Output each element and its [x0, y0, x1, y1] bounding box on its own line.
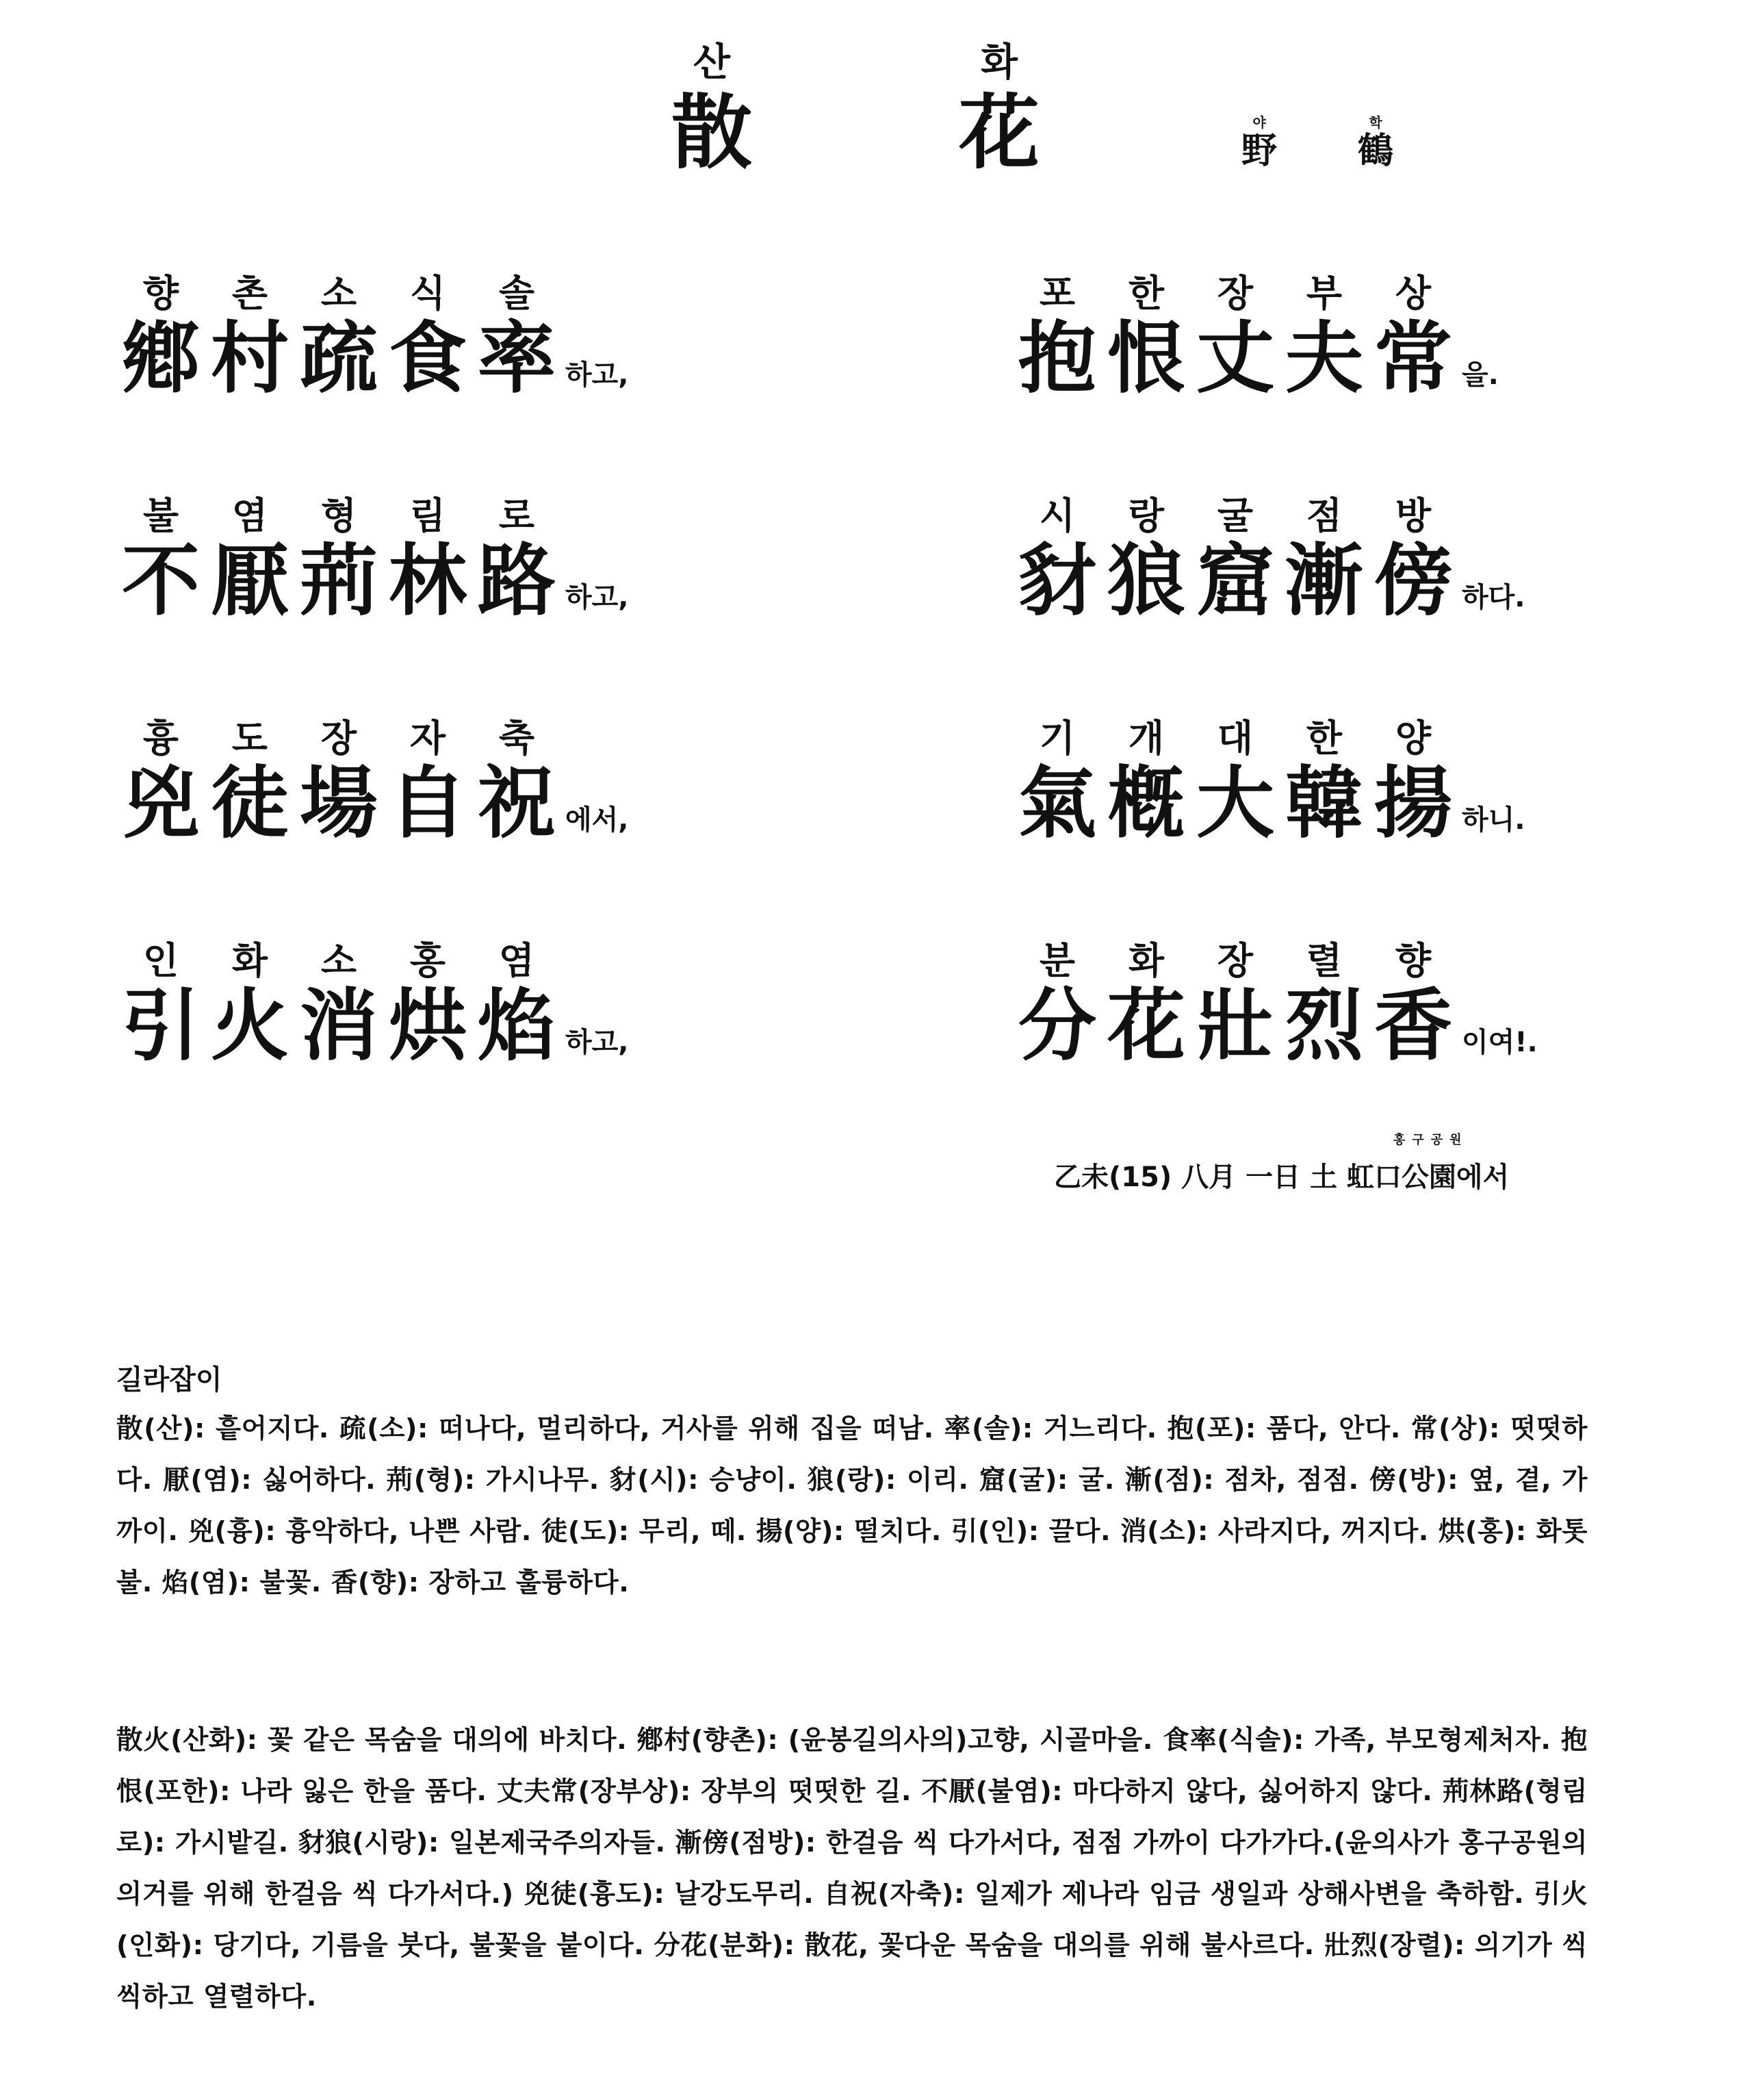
reading-syllable: 부 [1306, 272, 1343, 315]
hanja-char: 場 [299, 758, 378, 849]
hanja-char: 林 [388, 535, 467, 626]
reading-syllable: 인 [142, 939, 179, 982]
reading-syllable: 형 [320, 494, 357, 537]
poem-line-left-1 [116, 267, 628, 402]
reading-syllable: 장 [320, 717, 357, 760]
author-char [1232, 115, 1287, 172]
reading-syllable: 개 [1128, 717, 1165, 760]
reading-syllable: 시 [1039, 494, 1076, 537]
hanja-char: 引 [121, 980, 200, 1071]
poem-line-left-3 [116, 712, 628, 847]
line-ending: 하고, [565, 1027, 629, 1058]
hanja-char: 花 [1107, 980, 1185, 1071]
glossary-words: 散(산): 흩어지다. 疏(소): 떠나다, 멀리하다, 거사를 위해 집을 떠남. 率(솔): 거느리다. 抱(포): 품다, 안다. 常(상): 떳떳하다. 厭(염): 싫어하다. 荊(형): 가시나무. 豺(시): 승냥이. 狼(랑): 이리. 窟(굴): 굴. 漸(점): 점차, 점점. 傍(방): 옆, 곁, 가까이. 兇(흉): 흉악하다, 나쁜 사람. 徒(도): 무리, 떼. 揚(양): 떨치다. 引(인): 끌다. 消(소): 사라지다, 꺼지다. 烘(홍): 화톳불. 焰(염): 불꽃. 香(향): 장하고 훌륭하다. [116, 1413, 1588, 1598]
reading-syllable: 소 [320, 939, 357, 982]
author-char [1348, 115, 1403, 172]
date-line [1054, 1129, 1656, 1205]
reading-syllable: 홍 [409, 939, 446, 982]
reading-syllable: 렬 [1306, 939, 1343, 982]
hangul-readings [116, 934, 628, 982]
line-ending: 하고, [565, 582, 629, 613]
hanja-char: 消 [299, 980, 378, 1071]
reading-syllable: 양 [1395, 717, 1432, 760]
hanja-char: 徒 [210, 758, 289, 849]
hanja-char: 傍 [1374, 535, 1452, 626]
hanja-char: 分 [1018, 980, 1096, 1071]
hanja-char: 韓 [1285, 758, 1363, 849]
hangul-readings [116, 712, 628, 760]
reading-syllable: 로 [498, 494, 535, 537]
reading-syllable: 촌 [231, 272, 268, 315]
hangul-readings [1013, 267, 1499, 315]
reading-syllable: 향 [142, 272, 179, 315]
reading-syllable: 화 [1128, 939, 1165, 982]
hanja-char: 率 [477, 313, 556, 404]
line-ending: 하다. [1462, 582, 1525, 613]
hangul-readings [1013, 712, 1525, 760]
hanja-char: 火 [210, 980, 289, 1071]
reading-syllable: 향 [1395, 939, 1432, 982]
hanja-char: 厭 [210, 535, 289, 626]
hangul-readings [116, 489, 628, 537]
reading-syllable: 방 [1395, 494, 1432, 537]
author-hanja: 野 [1241, 131, 1277, 172]
hanja-char: 氣 [1018, 758, 1096, 849]
reading-syllable: 상 [1395, 272, 1432, 315]
line-ending: 이여!. [1462, 1027, 1538, 1058]
hanja-char: 烘 [388, 980, 467, 1071]
hanja-char: 漸 [1285, 535, 1363, 626]
hanja-char: 抱 [1018, 313, 1096, 404]
hanja-char: 荊 [299, 535, 378, 626]
hanja-char: 恨 [1107, 313, 1185, 404]
author-hanja: 鶴 [1357, 131, 1393, 172]
reading-syllable: 염 [231, 494, 268, 537]
hanja-char: 鄕 [121, 313, 200, 404]
hanja-char: 兇 [121, 758, 200, 849]
hanja-row [1013, 537, 1525, 625]
hanja-char: 食 [388, 313, 467, 404]
hanja-char: 自 [388, 758, 467, 849]
reading-syllable: 점 [1306, 494, 1343, 537]
glossary-heading: 길라잡이 [116, 1364, 222, 1396]
hanja-char: 香 [1374, 980, 1452, 1071]
reading-syllable: 포 [1039, 272, 1076, 315]
hanja-char: 常 [1374, 313, 1452, 404]
hanja-char: 大 [1196, 758, 1274, 849]
reading-syllable: 한 [1306, 717, 1343, 760]
line-ending: 을. [1462, 359, 1499, 391]
reading-syllable: 굴 [1217, 494, 1254, 537]
title-reading: 산 [693, 40, 731, 85]
reading-syllable: 화 [231, 939, 268, 982]
reading-syllable: 도 [231, 717, 268, 760]
reading-syllable: 식 [409, 272, 446, 315]
hanja-char: 壯 [1196, 980, 1274, 1071]
title-hanja: 散 [671, 86, 752, 180]
hanja-row [116, 982, 628, 1070]
reading-syllable: 대 [1217, 717, 1254, 760]
title-reading: 화 [980, 40, 1018, 85]
poem-line-right-4 [1013, 934, 1538, 1070]
reading-syllable: 염 [498, 939, 535, 982]
reading-syllable: 축 [498, 717, 535, 760]
hanja-char: 路 [477, 535, 556, 626]
poem-line-left-2 [116, 489, 628, 625]
reading-syllable: 흉 [142, 717, 179, 760]
glossary-phrases: 散火(산화): 꽃 같은 목숨을 대의에 바치다. 鄕村(향촌): (윤봉길의사의)고향, 시골마을. 食率(식솔): 가족, 부모형제처자. 抱恨(포한): 나라 잃은 한을 품다. 丈夫常(장부상): 장부의 떳떳한 길. 不厭(불염): 마다하지 않다, 싫어하지 않다. 荊林路(형림로): 가시밭길. 豺狼(시랑): 일본제국주의자들. 漸傍(점방): 한걸음 씩 다가서다, 점점 가까이 다가가다.(윤의사가 홍구공원의 의거를 위해 한걸음 씩 다가서다.) 兇徒(흉도): 날강도무리. 自祝(자축): 일제가 제나라 임금 생일과 상해사변을 축하함. 引火(인화): 당기다, 기름을 붓다, 불꽃을 붙이다. 分花(분화): 散花, 꽃다운 목숨을 대의를 위해 불사르다. 壯烈(장렬): 의기가 씩씩하고 열렬하다. [116, 1725, 1588, 2012]
hanja-char: 槪 [1107, 758, 1185, 849]
reading-syllable: 장 [1217, 939, 1254, 982]
hanja-row [116, 315, 628, 402]
reading-syllable: 랑 [1128, 494, 1165, 537]
hanja-char: 祝 [477, 758, 556, 849]
reading-syllable: 림 [409, 494, 446, 537]
hanja-row [116, 760, 628, 847]
reading-syllable: 불 [142, 494, 179, 537]
poem-line-right-2 [1013, 489, 1525, 625]
line-ending: 에서, [565, 804, 629, 836]
hangul-readings [1013, 934, 1538, 982]
hangul-readings [1013, 489, 1525, 537]
author-reading: 학 [1369, 114, 1382, 131]
title-char [944, 41, 1054, 181]
hanja-row [1013, 760, 1525, 847]
date-text: 乙未(15) 八月 一日 土 虹口公園에서 [1054, 1162, 1510, 1193]
hanja-char: 狼 [1107, 535, 1185, 626]
reading-syllable: 자 [409, 717, 446, 760]
hanja-char: 不 [121, 535, 200, 626]
line-ending: 하니. [1462, 804, 1525, 836]
hangul-readings [116, 267, 628, 315]
hanja-char: 揚 [1374, 758, 1452, 849]
reading-syllable: 한 [1128, 272, 1165, 315]
hanja-char: 窟 [1196, 535, 1274, 626]
hanja-row [116, 537, 628, 625]
hanja-char: 丈 [1196, 313, 1274, 404]
hanja-char: 烈 [1285, 980, 1363, 1071]
hanja-char: 疏 [299, 313, 378, 404]
hanja-row [1013, 982, 1538, 1070]
hanja-char: 豺 [1018, 535, 1096, 626]
poem-line-right-1 [1013, 267, 1499, 402]
poem-line-left-4 [116, 934, 628, 1070]
reading-syllable: 분 [1039, 939, 1076, 982]
hanja-char: 村 [210, 313, 289, 404]
hanja-char: 夫 [1285, 313, 1363, 404]
reading-syllable: 솔 [498, 272, 535, 315]
author-reading: 야 [1252, 114, 1266, 131]
reading-syllable: 장 [1217, 272, 1254, 315]
title-hanja: 花 [958, 86, 1040, 180]
reading-syllable: 소 [320, 272, 357, 315]
hanja-char: 焰 [477, 980, 556, 1071]
poem-line-right-3 [1013, 712, 1525, 847]
reading-syllable: 기 [1039, 717, 1076, 760]
place-reading: 홍구공원 [1393, 1133, 1469, 1147]
title-char [657, 41, 766, 181]
line-ending: 하고, [565, 359, 629, 391]
hanja-row [1013, 315, 1499, 402]
